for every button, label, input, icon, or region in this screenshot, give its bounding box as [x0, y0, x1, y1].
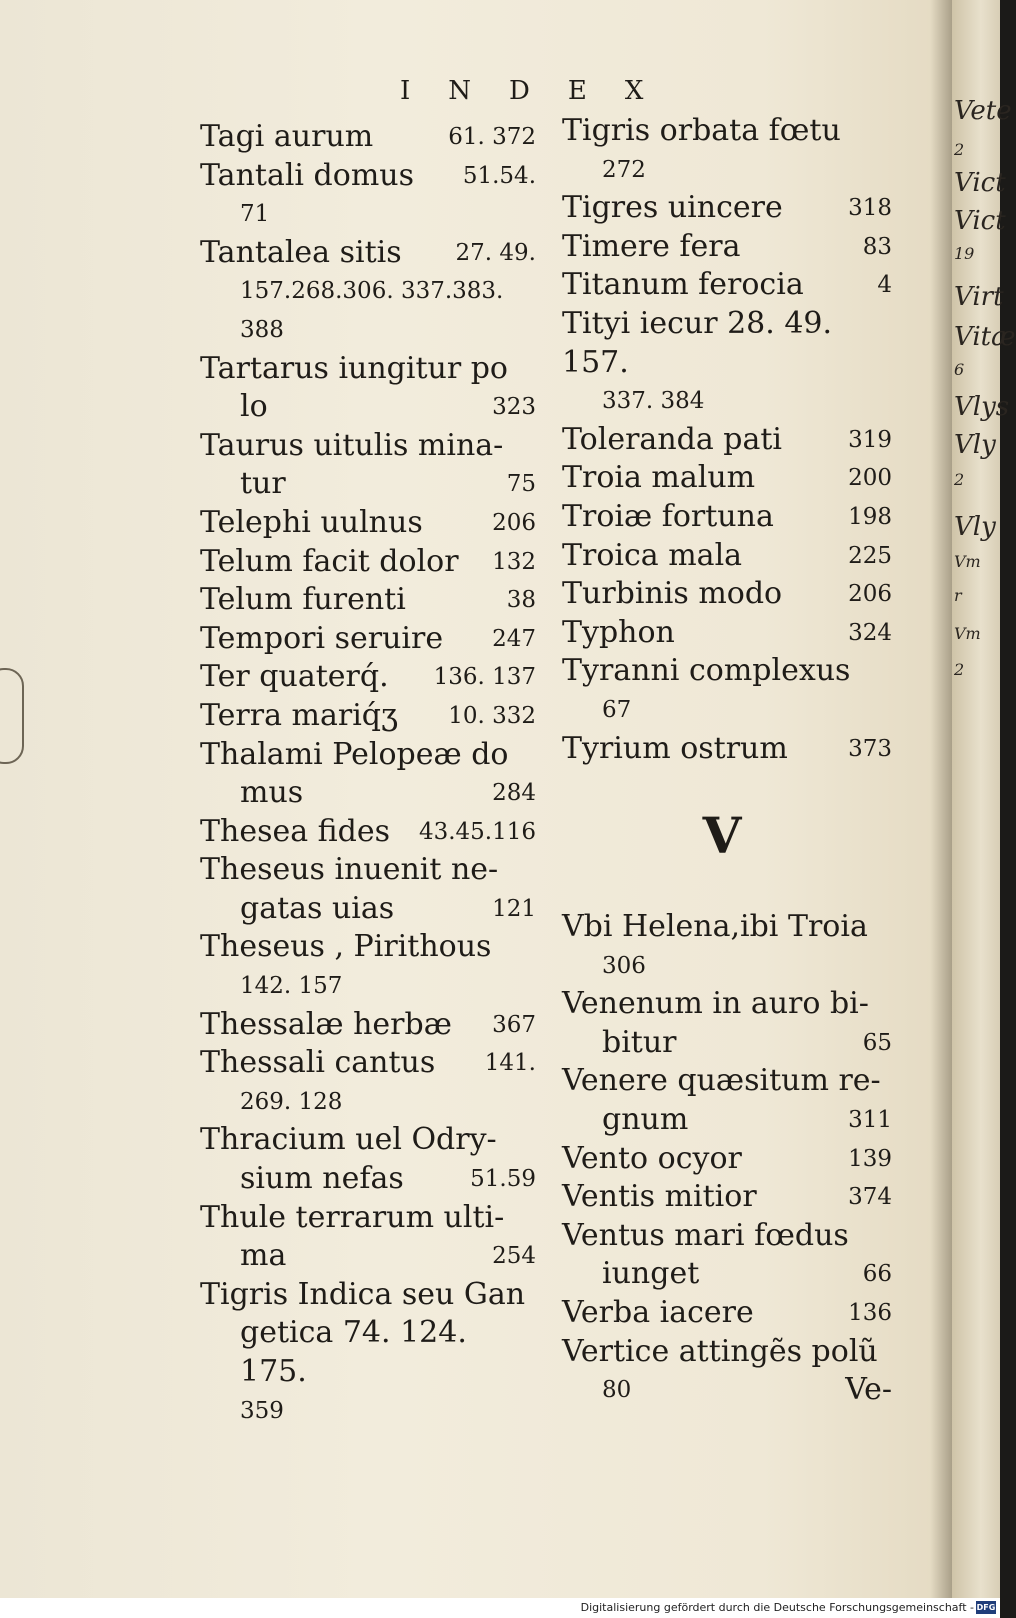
index-entry	[562, 1333, 892, 1372]
index-entry	[562, 1178, 892, 1217]
entry-page-numbers: 121	[492, 895, 536, 922]
facing-page-fragment: r	[954, 586, 962, 605]
entry-headword: Thessalæ herbæ	[200, 1006, 452, 1042]
facing-page-fragment: Vict	[954, 168, 1006, 198]
entry-page-numbers: 27. 49.	[455, 239, 536, 266]
index-entry	[200, 581, 536, 620]
entry-page-numbers: 66	[862, 1261, 892, 1288]
entry-page-numbers-continued: 388	[240, 316, 284, 343]
index-entry	[200, 1276, 536, 1430]
entry-headword: Venere quæsitum re-	[562, 1063, 881, 1099]
left-index-column	[200, 118, 536, 1430]
entry-page-numbers-continued: 272	[602, 156, 646, 183]
entry-headword: Tigris orbata fœtu	[562, 113, 841, 148]
index-entry	[200, 813, 536, 852]
entry-continuation: getica 74. 124. 175.	[240, 1315, 467, 1389]
catchline	[562, 1371, 892, 1410]
entry-headword: Telum facit dolor	[200, 543, 459, 579]
index-entry	[562, 266, 892, 305]
entry-page-numbers: 65	[862, 1029, 892, 1056]
facing-page-fragment: Vete	[954, 96, 1012, 126]
index-entry	[562, 305, 892, 421]
index-entry	[200, 504, 536, 543]
facing-page-fragment: 2	[954, 660, 965, 679]
entry-headword: Telum furenti	[200, 582, 406, 618]
entry-headword: Thesea fides	[200, 813, 391, 849]
entry-headword: Troica mala	[562, 537, 743, 573]
facing-page-fragment: Vlys	[954, 392, 1010, 422]
entry-page-numbers: 51.54.	[462, 162, 536, 189]
entry-headword: Thracium uel Odry-	[200, 1122, 497, 1158]
running-head: INDEX	[400, 76, 682, 106]
entry-headword: Thalami Pelopeæ do	[200, 736, 509, 772]
entry-headword: Thessali cantus	[200, 1045, 436, 1081]
facing-page-fragment: Vict	[954, 206, 1006, 236]
index-entry	[200, 658, 536, 697]
entry-page-numbers: 319	[848, 426, 892, 453]
index-entry	[200, 736, 536, 813]
entry-continuation: lo	[240, 389, 268, 425]
entry-headword: Verba iacere	[562, 1295, 754, 1331]
entry-headword: Tagi aurum	[200, 119, 374, 154]
index-entry	[200, 234, 536, 350]
entry-page-numbers: 132	[492, 548, 536, 575]
entry-continuation: tur	[240, 466, 286, 502]
entry-page-numbers: 139	[848, 1145, 892, 1172]
index-entry	[200, 851, 536, 928]
entry-headword: Tartarus iungitur po	[200, 350, 508, 386]
entry-page-numbers: 83	[862, 233, 892, 260]
facing-page-fragment: Vitæ	[954, 322, 1016, 352]
entry-page-numbers: 206	[492, 509, 536, 536]
entry-headword: Tyranni complexus	[562, 653, 851, 689]
index-entry	[200, 1199, 536, 1276]
index-entry	[562, 985, 892, 1062]
entry-page-numbers-continued: 359	[240, 1397, 284, 1424]
entry-headword: Ventis mitior	[562, 1179, 757, 1215]
entry-page-numbers: 206	[848, 581, 892, 608]
entry-page-numbers: 200	[848, 465, 892, 492]
facing-page-fragment: Vly	[954, 512, 996, 542]
catchword: Ve-	[845, 1372, 892, 1408]
facing-page-fragment: 2	[954, 470, 965, 489]
entry-page-numbers: 10. 332	[448, 702, 536, 729]
entry-page-numbers: 38	[506, 587, 536, 614]
entry-headword: Tempori seruire	[200, 620, 444, 656]
entry-continuation: gatas uias	[240, 890, 395, 926]
entry-page-numbers: 247	[492, 625, 536, 652]
entry-page-numbers: 225	[848, 542, 892, 569]
entry-page-numbers: 284	[492, 780, 536, 807]
index-entry	[562, 189, 892, 228]
entry-headword: Toleranda pati	[562, 421, 783, 457]
entry-headword: Taurus uitulis mina-	[200, 427, 504, 463]
entry-page-numbers-continued: 269. 128	[240, 1088, 343, 1115]
entry-continuation: bitur	[602, 1024, 677, 1060]
entry-headword: Venenum in auro bi-	[562, 986, 869, 1022]
facing-page-fragment: Virt	[954, 282, 1004, 312]
entry-page-numbers-continued: 142. 157	[240, 973, 343, 1000]
entry-headword: Timere fera	[562, 228, 741, 264]
entry-page-numbers: 198	[848, 503, 892, 530]
index-entry	[562, 908, 892, 985]
facing-page-fragment: Vm	[954, 624, 981, 643]
entry-headword: Ter quaterq́.	[200, 659, 389, 695]
facing-page-fragment: Vm	[954, 552, 981, 571]
index-entry	[200, 928, 536, 1005]
entry-page-numbers: 323	[492, 394, 536, 421]
entry-headword: Troia malum	[562, 460, 756, 496]
index-entry	[200, 350, 536, 427]
page-gutter-shadow	[930, 0, 952, 1598]
entry-page-numbers-continued: 337. 384	[602, 388, 705, 415]
entry-page-numbers: 374	[848, 1184, 892, 1211]
entry-headword: Vento ocyor	[562, 1140, 742, 1176]
entry-page-numbers-continued: 67	[602, 696, 632, 723]
binding-clasp-mark	[0, 668, 24, 764]
index-entry	[200, 157, 536, 234]
facing-page-fragment: 2	[954, 140, 965, 159]
index-entry	[562, 228, 892, 267]
facing-page-fragment: 19	[954, 244, 975, 263]
entry-page-numbers: 43.45.116	[418, 818, 536, 845]
entry-page-numbers-continued: 306	[602, 952, 646, 979]
facing-page-fragment: Vly	[954, 430, 996, 460]
index-entry	[562, 1217, 892, 1294]
section-letter: V	[702, 806, 742, 866]
entry-headword: Tigres uincere	[562, 190, 783, 226]
index-entry	[562, 652, 892, 729]
digitization-credit: Digitalisierung gefördert durch die Deutsche Forschungsgemeinschaft -	[580, 1601, 974, 1614]
index-entry	[562, 537, 892, 576]
entry-headword: Thule terrarum ulti-	[200, 1199, 505, 1235]
entry-headword: Titanum ferocia	[562, 267, 804, 303]
entry-headword: Tantalea sitis	[200, 234, 402, 270]
entry-headword: Troiæ fortuna	[562, 498, 774, 534]
entry-headword: Tantali domus	[200, 157, 414, 193]
entry-headword: Tityi iecur 28. 49. 157.	[562, 305, 833, 380]
entry-page-numbers: 136	[848, 1300, 892, 1327]
index-entry	[562, 1140, 892, 1179]
entry-continuation: gnum	[602, 1102, 689, 1138]
entry-headword: Theseus , Pirithous	[200, 929, 492, 965]
index-entry	[200, 697, 536, 736]
entry-headword: Theseus inuenit ne-	[200, 852, 499, 888]
entry-continuation: sium nefas	[240, 1161, 404, 1197]
facing-page-fragment: 6	[954, 360, 965, 379]
index-entry	[200, 620, 536, 659]
entry-headword: Tyrium ostrum	[562, 730, 788, 766]
entry-page-numbers: 51.59	[470, 1166, 536, 1193]
index-entry	[200, 118, 536, 157]
entry-headword: Typhon	[562, 614, 675, 650]
entry-headword: Terra mariq́ʒ	[200, 697, 398, 733]
entry-headword: Telephi uulnus	[200, 504, 423, 540]
entry-page-numbers: 324	[848, 619, 892, 646]
catchline-page-number: 80	[602, 1377, 632, 1404]
right-index-column	[562, 112, 892, 1410]
entry-page-numbers: 4	[877, 272, 892, 299]
index-entry	[562, 575, 892, 614]
entry-page-numbers: 136. 137	[433, 664, 536, 691]
index-entry	[200, 543, 536, 582]
index-entry	[562, 112, 892, 189]
dfg-logo: DFG	[976, 1603, 996, 1612]
entry-headword: Tigris Indica seu Gan	[200, 1276, 526, 1312]
entry-page-numbers: 318	[848, 195, 892, 222]
index-entry	[562, 1062, 892, 1139]
index-entry	[562, 421, 892, 460]
entry-page-numbers: 141.	[484, 1050, 536, 1077]
entry-headword: Ventus mari fœdus	[562, 1217, 849, 1253]
index-entry	[562, 730, 892, 769]
entry-page-numbers-continued: 71	[240, 201, 270, 228]
index-entry	[200, 1121, 536, 1198]
facing-page-edge	[952, 0, 1016, 1598]
entry-page-numbers: 367	[492, 1011, 536, 1038]
entry-page-numbers: 311	[848, 1107, 892, 1134]
entry-headword: Turbinis modo	[562, 576, 783, 612]
entry-page-numbers: 61. 372	[448, 124, 536, 150]
index-entry	[200, 1044, 536, 1121]
index-entry	[562, 614, 892, 653]
entry-page-numbers-continued: 157.268.306. 337.383.	[240, 278, 504, 305]
index-entry	[200, 427, 536, 504]
entry-page-numbers: 254	[492, 1243, 536, 1270]
entry-headword: Vertice attingẽs polũ	[562, 1333, 878, 1369]
index-entry	[200, 1006, 536, 1045]
entry-continuation: ma	[240, 1238, 287, 1274]
entry-page-numbers: 373	[848, 735, 892, 762]
index-entry	[562, 459, 892, 498]
entry-continuation: mus	[240, 775, 304, 811]
index-entry	[562, 498, 892, 537]
entry-continuation: iunget	[602, 1256, 700, 1292]
entry-page-numbers: 75	[506, 471, 536, 498]
index-entry	[562, 1294, 892, 1333]
entry-headword: Vbi Helena,ibi Troia	[562, 909, 868, 945]
